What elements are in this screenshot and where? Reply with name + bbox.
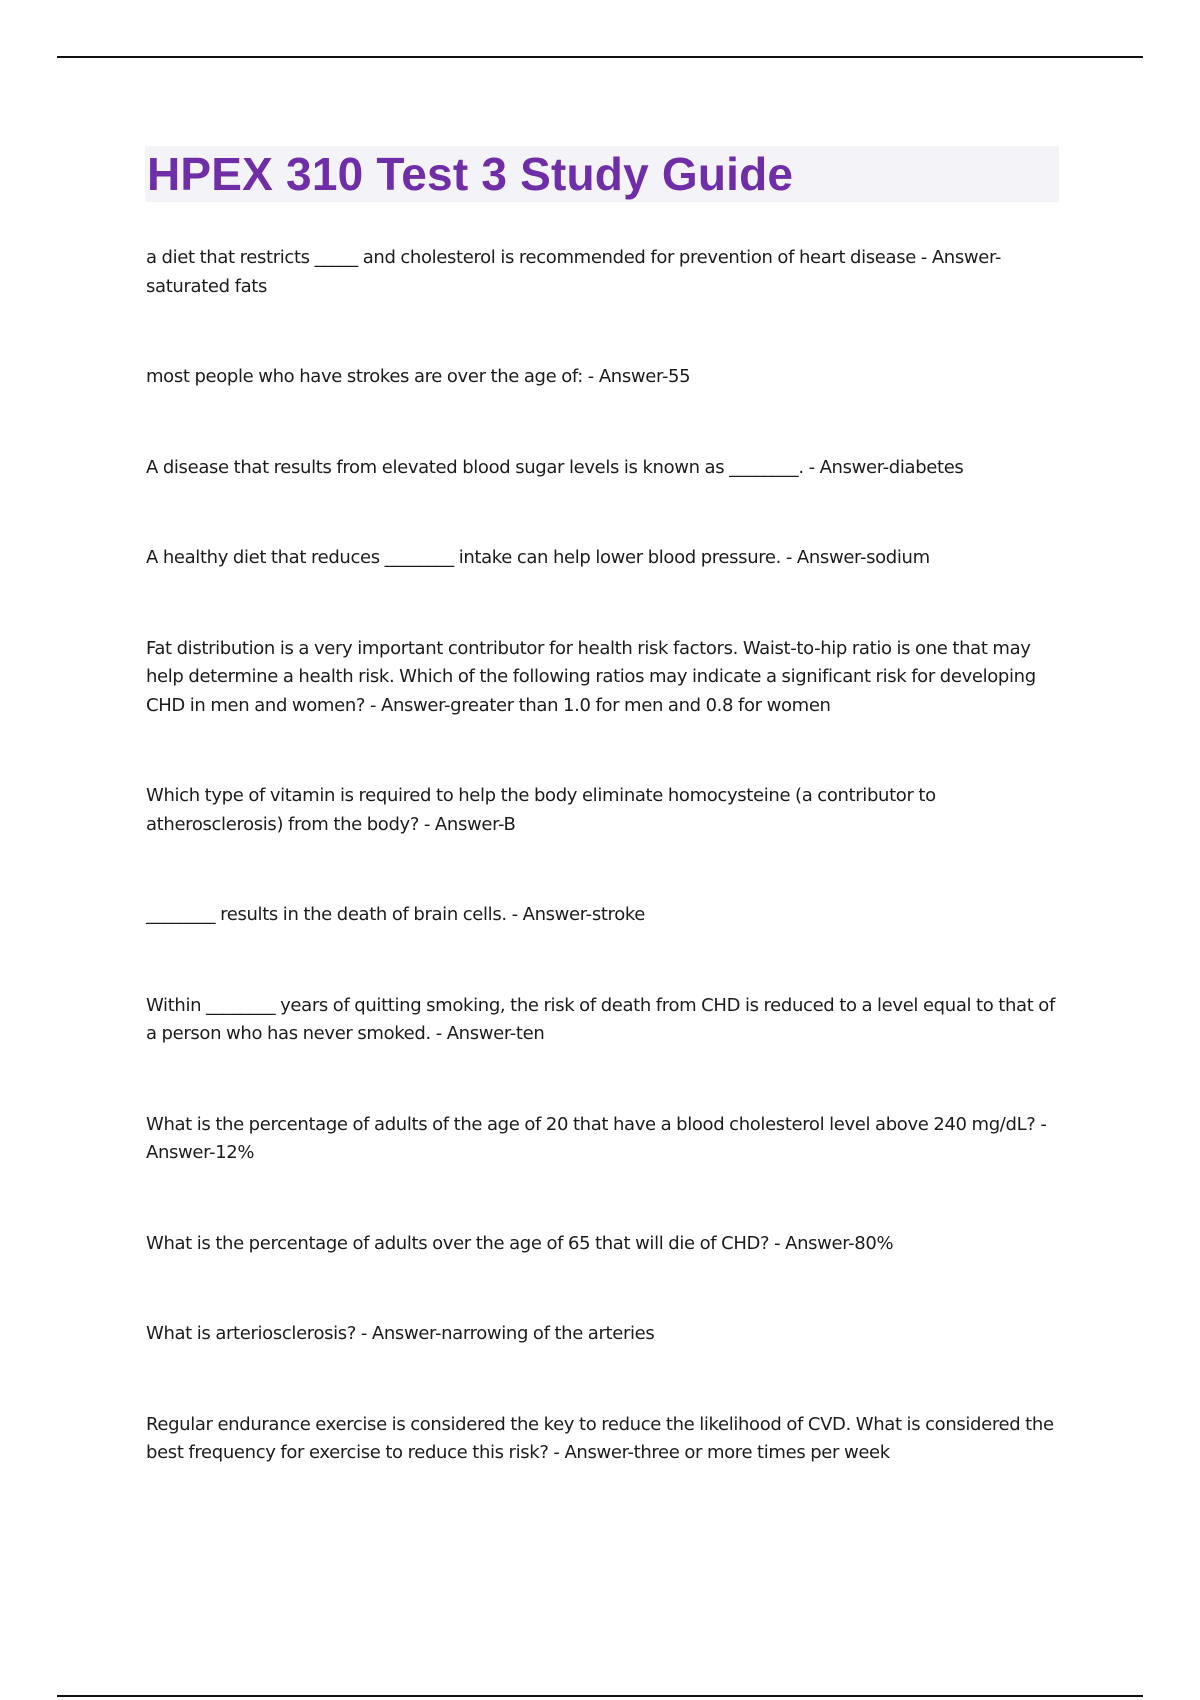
qa-item: ________ results in the death of brain cells. - Answer-stroke — [146, 904, 646, 925]
qa-list — [146, 244, 1061, 1530]
qa-item: Fat distribution is a very important contributor for health risk factors. Waist-to-hip ratio is one that may help determine a health risk. Which of the following ratios may indicate a significant risk for developing CHD in men and women? - Answer-greater than 1.0 for men and 0.8 for women — [146, 637, 1036, 716]
page-title: HPEX 310 Test 3 Study Guide — [147, 148, 794, 200]
qa-item: a diet that restricts _____ and cholesterol is recommended for prevention of heart disease - Answer-saturated fats — [146, 247, 1002, 297]
title-banner — [145, 146, 1059, 202]
qa-item: What is the percentage of adults of the age of 20 that have a blood cholesterol level above 240 mg/dL? - Answer-12% — [146, 1113, 1047, 1163]
qa-item: What is the percentage of adults over the age of 65 that will die of CHD? - Answer-80% — [146, 1232, 894, 1254]
qa-item: A healthy diet that reduces ________ intake can help lower blood pressure. - Answer-sodium — [146, 547, 930, 568]
top-rule — [57, 56, 1143, 58]
qa-item: Within ________ years of quitting smoking, the risk of death from CHD is reduced to a level equal to that of a person who has never smoked. - Answer-ten — [146, 994, 1055, 1044]
qa-item: A disease that results from elevated blood sugar levels is known as ________. - Answer-diabetes — [146, 456, 964, 478]
qa-item: most people who have strokes are over the age of: - Answer-55 — [146, 366, 691, 387]
qa-item: What is arteriosclerosis? - Answer-narrowing of the arteries — [146, 1323, 655, 1344]
bottom-rule — [57, 1695, 1143, 1697]
qa-item: Regular endurance exercise is considered the key to reduce the likelihood of CVD. What is considered the best frequency for exercise to reduce this risk? - Answer-three or more times per week — [146, 1413, 1054, 1463]
qa-item: Which type of vitamin is required to help the body eliminate homocysteine (a contributor to atherosclerosis) from the body? - Answer-B — [146, 785, 936, 835]
